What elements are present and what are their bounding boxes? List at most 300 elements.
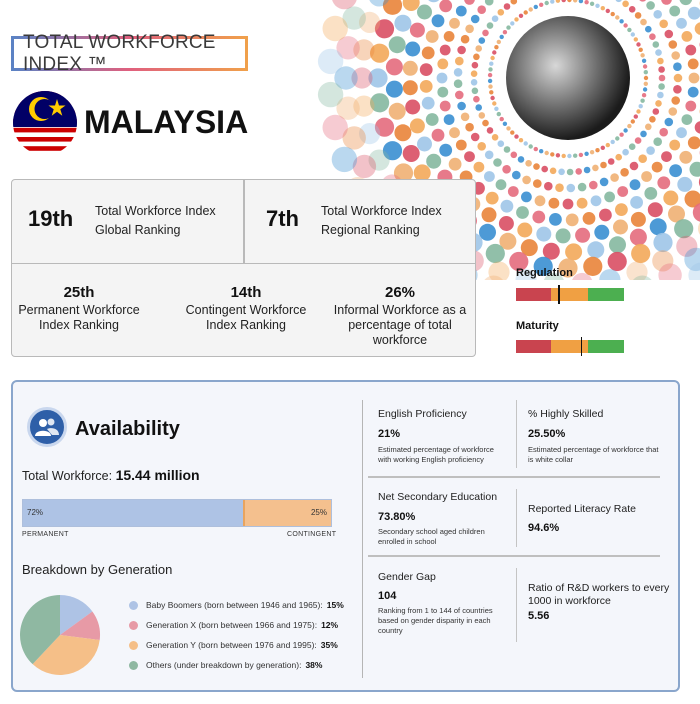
decorative-dot bbox=[426, 113, 439, 126]
decorative-dot bbox=[606, 9, 610, 13]
contingent-share-pct: 25% bbox=[310, 508, 327, 517]
decorative-dot bbox=[488, 67, 492, 71]
total-workforce bbox=[22, 467, 200, 483]
global-rank-label bbox=[95, 202, 216, 240]
decorative-dot bbox=[622, 149, 629, 156]
decorative-dot bbox=[563, 199, 574, 210]
decorative-dot bbox=[536, 227, 551, 242]
rnd-title-line2: 1000 in workforce bbox=[528, 595, 611, 607]
gauge-low-segment bbox=[516, 288, 551, 301]
decorative-dot bbox=[426, 0, 441, 2]
decorative-dot bbox=[646, 1, 655, 10]
decorative-dot bbox=[643, 64, 647, 68]
decorative-dot bbox=[444, 114, 455, 125]
decorative-dot bbox=[590, 150, 594, 154]
decorative-dot bbox=[562, 0, 566, 2]
decorative-dot bbox=[615, 154, 622, 161]
decorative-dot bbox=[635, 12, 642, 19]
decorative-dot bbox=[472, 88, 479, 95]
decorative-dot bbox=[609, 236, 626, 253]
decorative-dot bbox=[679, 0, 692, 5]
decorative-dot bbox=[659, 20, 668, 29]
decorative-dot bbox=[631, 32, 635, 36]
gender-gap-desc bbox=[378, 606, 493, 636]
contingent-bar-label: CONTINGENT bbox=[287, 531, 337, 538]
decorative-dot bbox=[318, 82, 343, 107]
gender-gap-title: Gender Gap bbox=[378, 571, 436, 583]
decorative-dot bbox=[642, 93, 646, 97]
decorative-dot bbox=[473, 54, 480, 61]
decorative-dot bbox=[497, 112, 501, 116]
decorative-dot bbox=[510, 21, 514, 25]
decorative-dot bbox=[519, 14, 523, 18]
decorative-dot bbox=[648, 202, 663, 217]
gauge-low-segment bbox=[516, 340, 551, 353]
secondary-desc bbox=[378, 527, 485, 547]
contingent-rank-label-line2: Index Ranking bbox=[206, 318, 286, 332]
decorative-dot bbox=[449, 127, 460, 138]
decorative-dot bbox=[649, 33, 656, 40]
decorative-dot bbox=[482, 120, 489, 127]
decorative-dot bbox=[432, 129, 445, 142]
contingent-share-bar bbox=[245, 500, 331, 526]
decorative-dot bbox=[456, 140, 467, 151]
decorative-dot bbox=[529, 144, 533, 148]
legend-item bbox=[129, 600, 344, 610]
decorative-dot bbox=[640, 53, 644, 57]
decorative-dot bbox=[506, 25, 510, 29]
informal-workforce-label-line1: Informal Workforce as a bbox=[333, 303, 467, 317]
decorative-dot bbox=[600, 178, 609, 187]
decorative-dot bbox=[638, 0, 647, 2]
decorative-dot bbox=[502, 165, 511, 174]
legend-swatch bbox=[129, 641, 138, 650]
maturity-label: Maturity bbox=[516, 320, 559, 332]
decorative-dot bbox=[389, 36, 406, 53]
decorative-dot bbox=[486, 192, 499, 205]
rnd-title bbox=[528, 582, 669, 608]
decorative-dot bbox=[323, 16, 348, 41]
decorative-dot bbox=[601, 6, 605, 10]
legend-swatch bbox=[129, 601, 138, 610]
informal-workforce bbox=[325, 284, 475, 348]
decorative-dot bbox=[510, 130, 514, 134]
decorative-dot bbox=[494, 107, 498, 111]
decorative-dot bbox=[640, 131, 647, 138]
decorative-dot bbox=[690, 162, 700, 177]
decorative-dot bbox=[587, 241, 604, 258]
decorative-dot bbox=[669, 140, 680, 151]
decorative-dot bbox=[477, 5, 486, 14]
decorative-dot bbox=[631, 244, 650, 263]
decorative-dot bbox=[511, 152, 518, 159]
decorative-dot bbox=[653, 108, 660, 115]
decorative-dot bbox=[645, 124, 652, 131]
skilled-desc bbox=[528, 445, 659, 465]
decorative-dot bbox=[573, 154, 577, 158]
decorative-dot bbox=[471, 133, 480, 142]
decorative-dot bbox=[539, 3, 543, 7]
decorative-dot bbox=[504, 3, 511, 10]
legend-value: 35% bbox=[320, 640, 338, 650]
legend-label: Generation Y (born between 1976 and 1995): bbox=[146, 640, 317, 650]
decorative-dot bbox=[659, 75, 666, 82]
decorative-dot bbox=[611, 140, 615, 144]
decorative-dot bbox=[534, 5, 538, 9]
decorative-dot bbox=[499, 216, 514, 231]
global-rank-value: 19th bbox=[28, 206, 74, 231]
decorative-dot bbox=[601, 146, 605, 150]
decorative-dot bbox=[630, 179, 641, 190]
decorative-dot bbox=[490, 56, 494, 60]
secondary-desc-line2: enrolled in school bbox=[378, 537, 437, 546]
decorative-dot bbox=[492, 50, 496, 54]
decorative-dot bbox=[640, 99, 644, 103]
global-rank-label-line2: Global Ranking bbox=[95, 223, 181, 237]
decorative-dot bbox=[426, 154, 441, 169]
legend-label: Others (under breakdown by generation): bbox=[146, 660, 302, 670]
decorative-dot bbox=[386, 81, 403, 98]
decorative-dot bbox=[457, 46, 466, 55]
decorative-dot bbox=[455, 91, 464, 100]
decorative-dot bbox=[634, 37, 638, 41]
decorative-dot bbox=[471, 79, 478, 86]
decorative-dot bbox=[522, 176, 531, 185]
decorative-dot bbox=[577, 198, 588, 209]
decorative-dot bbox=[556, 0, 560, 3]
decorative-dot bbox=[671, 96, 680, 105]
decorative-dot bbox=[534, 147, 538, 151]
decorative-dot bbox=[579, 153, 583, 157]
decorative-dot bbox=[583, 212, 596, 225]
secondary-value: 73.80% bbox=[378, 511, 416, 523]
decorative-dot bbox=[685, 101, 696, 112]
english-title: English Proficiency bbox=[378, 408, 467, 420]
decorative-dot bbox=[636, 109, 640, 113]
decorative-dot bbox=[676, 18, 687, 29]
decorative-dot bbox=[606, 143, 610, 147]
decorative-dot bbox=[599, 209, 612, 222]
decorative-dot bbox=[562, 154, 566, 158]
decorative-dot bbox=[532, 211, 545, 224]
decorative-dot bbox=[659, 128, 668, 137]
decorative-dot bbox=[489, 90, 493, 94]
decorative-dot bbox=[477, 142, 486, 151]
decorative-dot bbox=[511, 0, 518, 5]
secondary-desc-line1: Secondary school aged children bbox=[378, 527, 485, 536]
decorative-dot bbox=[405, 42, 420, 57]
decorative-dot bbox=[682, 114, 693, 125]
decorative-dot bbox=[410, 118, 425, 133]
decorative-dot bbox=[550, 0, 554, 4]
legend-swatch bbox=[129, 621, 138, 630]
informal-workforce-label-line3: workforce bbox=[372, 333, 428, 347]
decorative-dot bbox=[695, 121, 700, 134]
stats-col-divider bbox=[516, 489, 517, 547]
breakdown-title: Breakdown by Generation bbox=[22, 562, 173, 577]
decorative-dot bbox=[501, 200, 514, 213]
stats-divider bbox=[362, 400, 363, 678]
decorative-dot bbox=[461, 35, 470, 44]
decorative-dot bbox=[492, 134, 499, 141]
contingent-rank-label-line1: Contingent Workforce bbox=[185, 303, 307, 317]
legend-value: 38% bbox=[305, 660, 323, 670]
decorative-dot bbox=[639, 104, 643, 108]
people-icon bbox=[27, 407, 67, 447]
decorative-dot bbox=[567, 169, 574, 176]
decorative-dot bbox=[516, 206, 529, 219]
generation-pie-chart bbox=[18, 593, 102, 677]
decorative-dot bbox=[565, 243, 582, 260]
decorative-dot bbox=[642, 59, 646, 63]
decorative-dot bbox=[688, 7, 700, 20]
decorative-dot bbox=[518, 156, 525, 163]
decorative-dot bbox=[688, 59, 699, 70]
decorative-dot bbox=[529, 7, 533, 11]
decorative-dot bbox=[472, 62, 479, 69]
permanent-rank bbox=[4, 284, 154, 333]
decorative-dot bbox=[619, 133, 623, 137]
decorative-dot bbox=[592, 165, 599, 172]
decorative-dot bbox=[615, 203, 628, 216]
decorative-dot bbox=[655, 100, 662, 107]
decorative-dot bbox=[456, 6, 467, 17]
skilled-value: 25.50% bbox=[528, 428, 566, 440]
decorative-dot bbox=[439, 0, 452, 12]
decorative-dot bbox=[615, 15, 619, 19]
decorative-dot bbox=[488, 79, 492, 83]
decorative-dot bbox=[496, 179, 507, 190]
decorative-dot bbox=[685, 45, 696, 56]
decorative-dot bbox=[394, 15, 411, 32]
decorative-dot bbox=[558, 169, 565, 176]
decorative-dot bbox=[437, 59, 448, 70]
decorative-dot bbox=[386, 58, 403, 75]
decorative-dot bbox=[608, 158, 615, 165]
decorative-dot bbox=[318, 49, 343, 74]
decorative-dot bbox=[658, 83, 665, 90]
decorative-dot bbox=[444, 31, 455, 42]
gender-gap-desc-line1: Ranking from 1 to 144 of countries bbox=[378, 606, 493, 615]
decorative-dot bbox=[493, 158, 502, 167]
decorative-dot bbox=[533, 163, 540, 170]
regional-rank-label-line1: Total Workforce Index bbox=[321, 204, 442, 218]
legend-label: Generation X (born between 1966 and 1975): bbox=[146, 620, 318, 630]
ranking-panel bbox=[11, 179, 476, 357]
decorative-dot bbox=[600, 162, 607, 169]
decorative-dot bbox=[454, 68, 463, 77]
decorative-dot bbox=[631, 119, 635, 123]
decorative-dot bbox=[677, 177, 692, 192]
decorative-dot bbox=[521, 192, 532, 203]
decorative-dot bbox=[669, 164, 682, 177]
english-desc-line2: with working English proficiency bbox=[378, 455, 484, 464]
maturity-needle bbox=[581, 337, 583, 356]
decorative-dot bbox=[403, 80, 418, 95]
english-desc-line1: Estimated percentage of workforce bbox=[378, 445, 494, 454]
decorative-dot bbox=[405, 100, 420, 115]
decorative-dot bbox=[590, 2, 594, 6]
decorative-dot bbox=[673, 85, 682, 94]
decorative-dot bbox=[640, 19, 647, 26]
decorative-dot bbox=[545, 1, 549, 5]
decorative-dot bbox=[471, 70, 478, 77]
decorative-dot bbox=[545, 151, 549, 155]
decorative-dot bbox=[440, 101, 451, 112]
legend-value: 12% bbox=[321, 620, 339, 630]
decorative-dot bbox=[617, 186, 628, 197]
decorative-dot bbox=[578, 183, 587, 192]
decorative-dot bbox=[488, 73, 492, 77]
regional-rank-label bbox=[321, 202, 442, 240]
global-rank-label-line1: Total Workforce Index bbox=[95, 204, 216, 218]
decorative-dot bbox=[655, 49, 662, 56]
decorative-dot bbox=[665, 30, 674, 39]
total-workforce-value: 15.44 million bbox=[115, 467, 200, 483]
decorative-dot bbox=[644, 187, 657, 200]
decorative-dot bbox=[623, 128, 627, 132]
permanent-rank-label-line1: Permanent Workforce bbox=[18, 303, 140, 317]
decorative-dot bbox=[410, 23, 425, 38]
literacy-title: Reported Literacy Rate bbox=[528, 503, 636, 515]
decorative-dot bbox=[635, 137, 642, 144]
decorative-dot bbox=[323, 115, 348, 140]
decorative-dot bbox=[629, 143, 636, 150]
informal-workforce-label-line2: percentage of total bbox=[348, 318, 452, 332]
gender-gap-value: 104 bbox=[378, 590, 397, 602]
decorative-dot bbox=[639, 48, 643, 52]
index-title-box bbox=[11, 31, 248, 75]
decorative-dot bbox=[490, 96, 494, 100]
country-name: MALAYSIA bbox=[84, 104, 249, 140]
decorative-dot bbox=[622, 1, 629, 8]
skilled-desc-line2: is white collar bbox=[528, 455, 574, 464]
gauge-high-segment bbox=[588, 340, 624, 353]
gauge-mid-segment bbox=[551, 340, 588, 353]
contingent-rank-value: 14th bbox=[230, 284, 262, 301]
decorative-dot bbox=[544, 182, 553, 191]
decorative-dot bbox=[487, 22, 494, 29]
decorative-dot bbox=[437, 87, 448, 98]
stats-row-divider bbox=[368, 476, 660, 478]
decorative-dot bbox=[549, 213, 562, 226]
decorative-dot bbox=[550, 152, 554, 156]
decorative-dot bbox=[620, 168, 629, 177]
decorative-dot bbox=[644, 76, 648, 80]
decorative-dot bbox=[573, 0, 577, 3]
decorative-dot bbox=[471, 15, 480, 24]
legend-item bbox=[129, 660, 322, 670]
decorative-dot bbox=[671, 51, 680, 60]
decorative-dot bbox=[422, 47, 435, 60]
decorative-dot bbox=[500, 35, 504, 39]
legend-item bbox=[129, 620, 338, 630]
gauge-mid-segment bbox=[551, 288, 588, 301]
decorative-dot bbox=[567, 184, 576, 193]
decorative-dot bbox=[566, 214, 579, 227]
decorative-dot bbox=[595, 4, 599, 8]
decorative-dot bbox=[679, 151, 692, 164]
decorative-dot bbox=[457, 102, 466, 111]
decorative-dot bbox=[420, 80, 433, 93]
decorative-dot bbox=[665, 118, 674, 127]
decorative-dot bbox=[579, 0, 583, 3]
availability-title: Availability bbox=[75, 418, 180, 440]
decorative-dot bbox=[661, 0, 672, 5]
decorative-dot bbox=[689, 73, 700, 84]
decorative-dot bbox=[541, 166, 548, 173]
decorative-dot bbox=[584, 0, 588, 4]
decorative-dot bbox=[657, 92, 664, 99]
decorative-dot bbox=[688, 136, 700, 149]
gender-gap-desc-line3: country bbox=[378, 626, 403, 635]
decorative-dot bbox=[426, 30, 439, 43]
decorative-dot bbox=[638, 154, 647, 163]
decorative-dot bbox=[519, 138, 523, 142]
decorative-dot bbox=[631, 212, 646, 227]
decorative-dot bbox=[674, 74, 683, 83]
permanent-share-pct: 72% bbox=[27, 508, 44, 517]
decorative-dot bbox=[615, 0, 622, 2]
decorative-dot bbox=[504, 146, 511, 153]
gauge-high-segment bbox=[588, 288, 624, 301]
decorative-dot bbox=[506, 126, 510, 130]
decorative-dot bbox=[669, 107, 678, 116]
stats-col-divider bbox=[516, 568, 517, 642]
informal-workforce-value: 26% bbox=[384, 284, 416, 301]
decorative-dot bbox=[489, 62, 493, 66]
permanent-bar-label: PERMANENT bbox=[22, 531, 69, 538]
decorative-dot bbox=[479, 37, 486, 44]
decorative-dot bbox=[503, 30, 507, 34]
decorative-dot bbox=[630, 196, 643, 209]
decorative-dot bbox=[332, 147, 357, 172]
earth-globe-icon bbox=[506, 16, 630, 140]
decorative-dot bbox=[630, 162, 639, 171]
decorative-dot bbox=[623, 23, 627, 27]
decorative-dot bbox=[676, 127, 687, 138]
decorative-dot bbox=[473, 96, 480, 103]
decorative-dot bbox=[619, 19, 623, 23]
decorative-dot bbox=[653, 41, 660, 48]
regulation-label: Regulation bbox=[516, 267, 573, 279]
decorative-dot bbox=[604, 192, 615, 203]
decorative-dot bbox=[484, 171, 495, 182]
decorative-dot bbox=[653, 233, 672, 252]
decorative-dot bbox=[652, 162, 663, 173]
regulation-needle bbox=[558, 285, 560, 304]
ranking-divider bbox=[243, 180, 245, 264]
decorative-dot bbox=[539, 149, 543, 153]
decorative-dot bbox=[610, 173, 619, 182]
decorative-dot bbox=[583, 257, 602, 276]
decorative-dot bbox=[485, 151, 494, 160]
decorative-dot bbox=[475, 45, 482, 52]
decorative-dot bbox=[661, 151, 672, 162]
decorative-dot bbox=[498, 140, 505, 147]
decorative-dot bbox=[403, 0, 420, 11]
decorative-dot bbox=[669, 6, 680, 17]
decorative-dot bbox=[389, 103, 406, 120]
legend-swatch bbox=[129, 661, 138, 670]
decorative-dot bbox=[595, 148, 599, 152]
decorative-dot bbox=[611, 12, 615, 16]
malaysia-flag-icon bbox=[13, 91, 77, 155]
decorative-dot bbox=[556, 228, 571, 243]
decorative-dot bbox=[644, 82, 648, 86]
decorative-dot bbox=[589, 181, 598, 190]
decorative-dot bbox=[584, 152, 588, 156]
